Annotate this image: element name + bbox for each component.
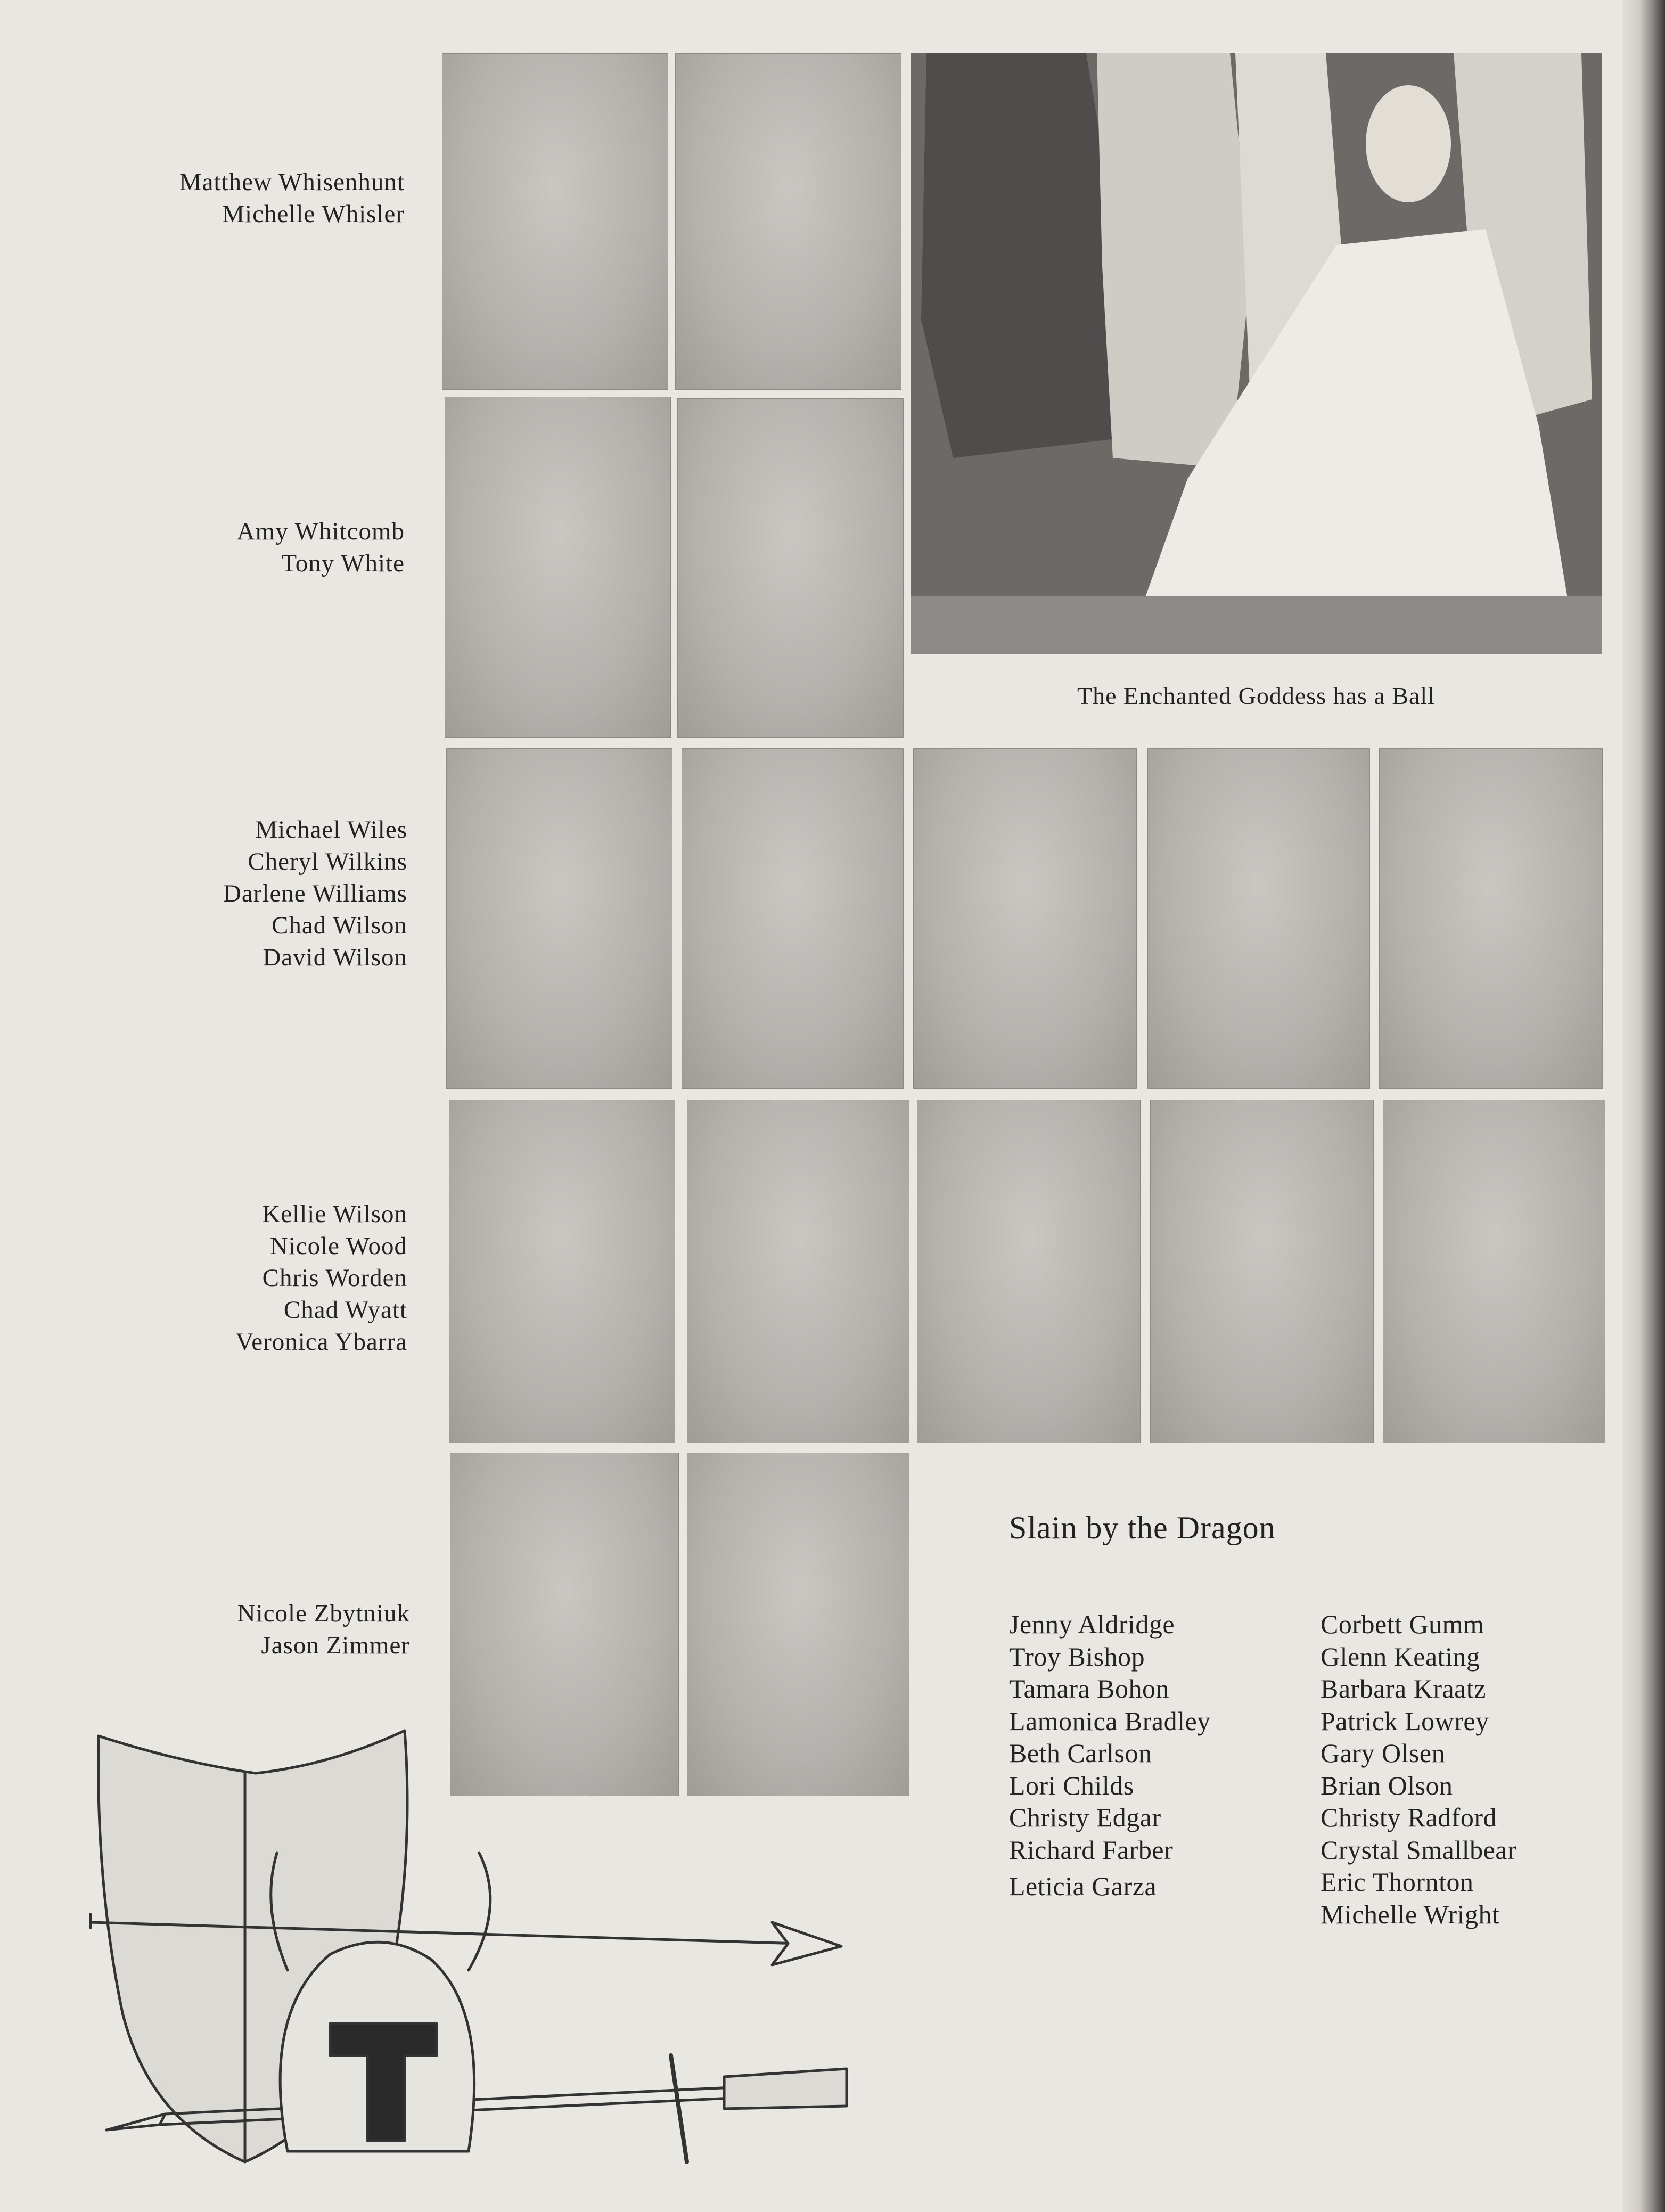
memorial-name: Brian Olson bbox=[1320, 1770, 1453, 1800]
memorial-list-column-1 bbox=[1009, 1608, 1211, 1903]
memorial-name: Richard Farber bbox=[1009, 1834, 1174, 1865]
student-portrait bbox=[1147, 748, 1370, 1089]
memorial-name: Michelle Wright bbox=[1320, 1899, 1500, 1929]
memorial-name: Tamara Bohon bbox=[1009, 1674, 1170, 1703]
student-name: Jason Zimmer bbox=[261, 1632, 410, 1659]
student-portrait bbox=[1150, 1100, 1374, 1443]
memorial-name: Troy Bishop bbox=[1009, 1641, 1145, 1672]
student-name: Nicole Wood bbox=[269, 1232, 407, 1260]
student-portrait bbox=[1379, 748, 1603, 1089]
feature-photo bbox=[911, 53, 1602, 654]
memorial-name: Eric Thornton bbox=[1320, 1867, 1474, 1897]
student-portrait bbox=[675, 53, 901, 390]
student-name: Nicole Zbytniuk bbox=[237, 1600, 410, 1627]
memorial-name: Patrick Lowrey bbox=[1320, 1706, 1489, 1736]
memorial-name: Christy Edgar bbox=[1009, 1803, 1161, 1832]
names-row-1 bbox=[64, 166, 405, 230]
page-binding-edge bbox=[1622, 0, 1665, 2212]
memorial-name: Leticia Garza bbox=[1009, 1871, 1157, 1901]
student-portrait bbox=[446, 748, 672, 1089]
student-name: Michael Wiles bbox=[255, 816, 407, 843]
student-name: Amy Whitcomb bbox=[236, 518, 405, 545]
student-name: Cheryl Wilkins bbox=[248, 848, 407, 875]
student-portrait bbox=[917, 1100, 1141, 1443]
memorial-name: Barbara Kraatz bbox=[1320, 1674, 1486, 1703]
student-name: Chad Wilson bbox=[272, 912, 407, 939]
student-portrait bbox=[913, 748, 1137, 1089]
names-row-3 bbox=[67, 814, 407, 973]
student-name: Michelle Whisler bbox=[222, 200, 405, 228]
memorial-name: Jenny Aldridge bbox=[1009, 1609, 1175, 1639]
student-portrait bbox=[449, 1100, 675, 1443]
student-name: Tony White bbox=[281, 550, 405, 577]
memorial-name: Beth Carlson bbox=[1009, 1738, 1152, 1768]
student-name: Veronica Ybarra bbox=[235, 1328, 407, 1356]
shield-helmet-weapons-drawing bbox=[85, 1715, 863, 2183]
memorial-name: Lamonica Bradley bbox=[1009, 1706, 1211, 1736]
student-name: David Wilson bbox=[263, 944, 407, 971]
student-portrait bbox=[687, 1100, 909, 1443]
student-portrait bbox=[445, 397, 671, 738]
student-name: Chris Worden bbox=[262, 1264, 407, 1292]
memorial-list-column-2 bbox=[1320, 1608, 1516, 1930]
student-name: Kellie Wilson bbox=[262, 1200, 407, 1228]
feature-photo-caption: The Enchanted Goddess has a Ball bbox=[1077, 682, 1435, 709]
memorial-name: Glenn Keating bbox=[1320, 1641, 1480, 1672]
student-name: Darlene Williams bbox=[223, 880, 407, 907]
student-name: Matthew Whisenhunt bbox=[179, 168, 405, 196]
memorial-name: Corbett Gumm bbox=[1320, 1609, 1484, 1639]
student-portrait bbox=[677, 398, 904, 738]
student-name: Chad Wyatt bbox=[283, 1296, 407, 1324]
student-portrait bbox=[1383, 1100, 1605, 1443]
memorial-heading: Slain by the Dragon bbox=[1009, 1510, 1276, 1545]
student-portrait bbox=[442, 53, 668, 390]
student-portrait bbox=[682, 748, 904, 1089]
memorial-name: Lori Childs bbox=[1009, 1770, 1134, 1800]
names-row-2 bbox=[64, 515, 405, 579]
memorial-name: Gary Olsen bbox=[1320, 1738, 1446, 1768]
names-row-5 bbox=[69, 1597, 410, 1661]
memorial-name: Crystal Smallbear bbox=[1320, 1834, 1517, 1865]
memorial-name: Christy Radford bbox=[1320, 1803, 1497, 1832]
names-row-4 bbox=[67, 1198, 407, 1358]
